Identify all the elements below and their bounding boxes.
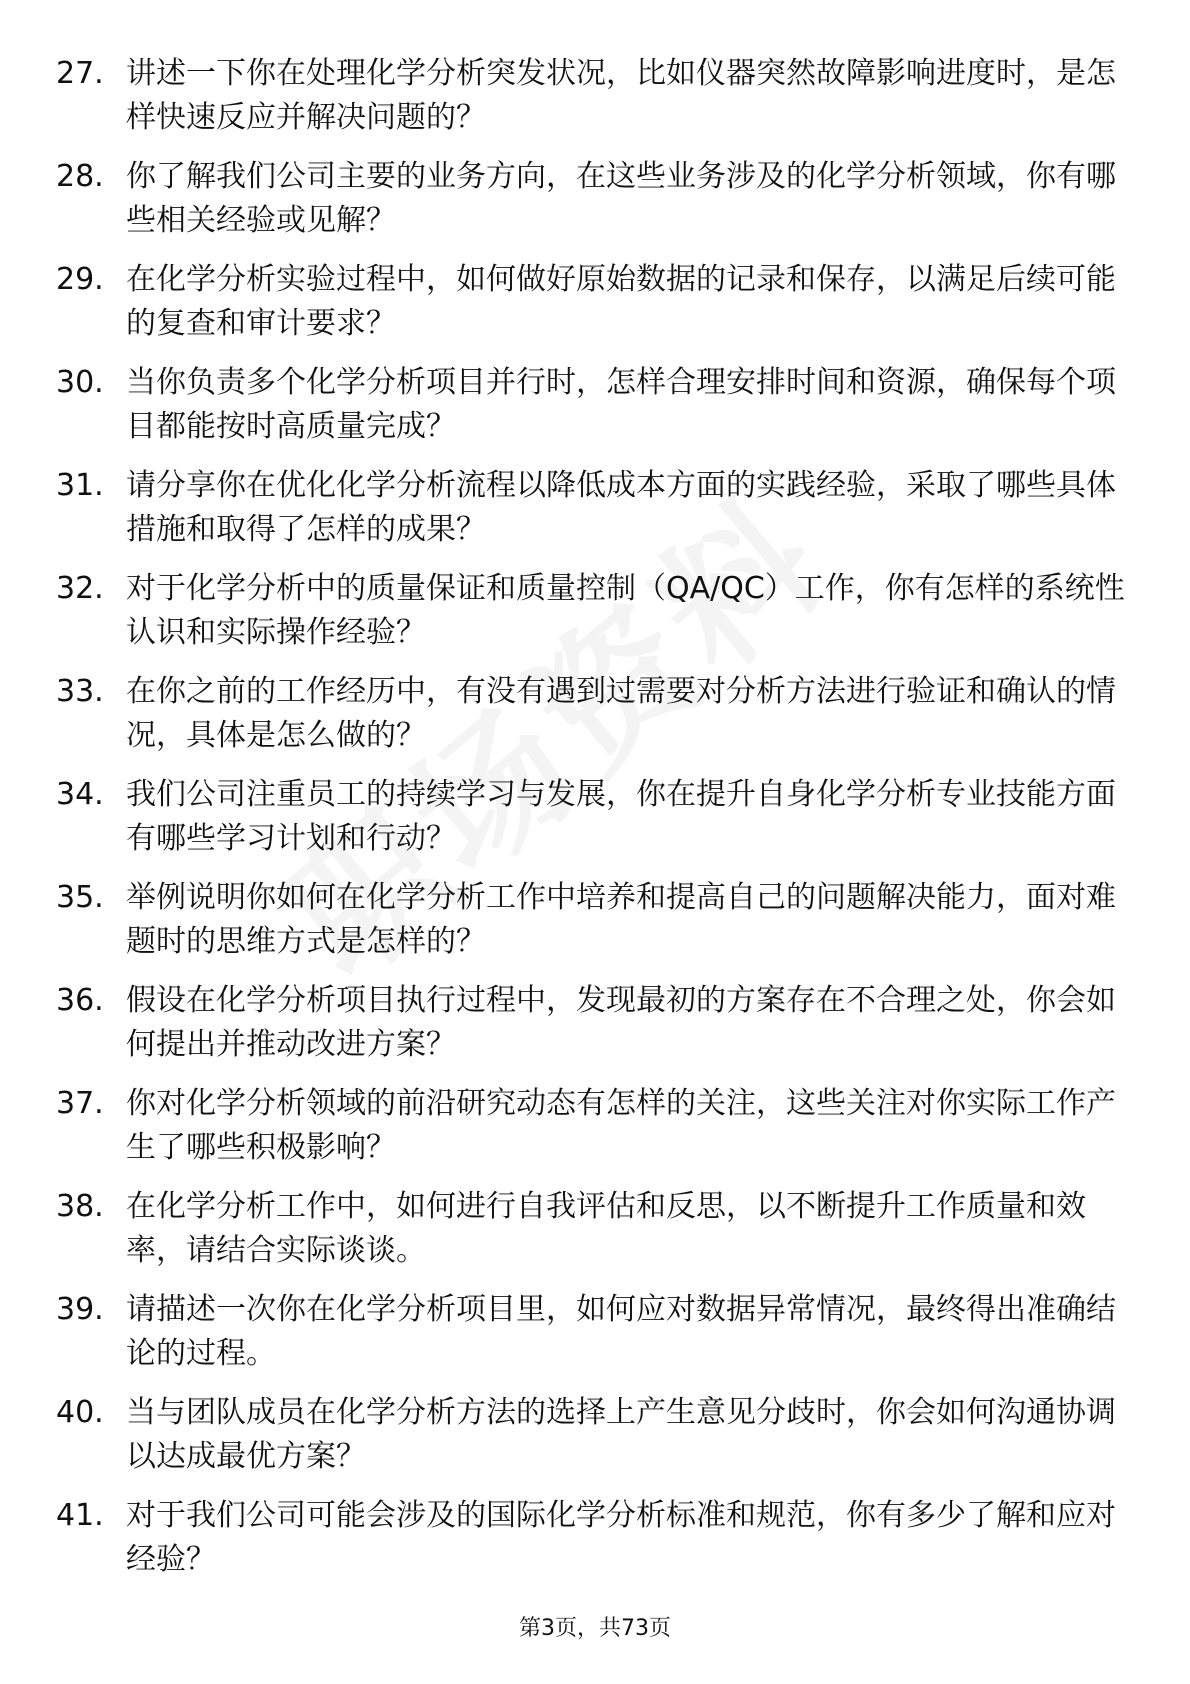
- question-item: [56, 670, 1136, 773]
- question-number: 28.: [56, 159, 104, 194]
- question-number: 30.: [56, 365, 104, 400]
- question-number: 37.: [56, 1086, 104, 1121]
- question-text: 请描述一次你在化学分析项目里，如何应对数据异常情况，最终得出准确结论的过程。: [126, 1292, 1116, 1371]
- question-text: 当你负责多个化学分析项目并行时，怎样合理安排时间和资源，确保每个项目都能按时高质量完成？: [126, 365, 1116, 444]
- question-number: 29.: [56, 262, 104, 297]
- question-text: 讲述一下你在处理化学分析突发状况，比如仪器突然故障影响进度时，是怎样快速反应并解决问题的？: [126, 56, 1116, 135]
- question-text: 请分享你在优化化学分析流程以降低成本方面的实践经验，采取了哪些具体措施和取得了怎样的成果？: [126, 468, 1116, 547]
- question-item: [56, 1082, 1136, 1185]
- question-item: [56, 979, 1136, 1082]
- question-list: [56, 52, 1136, 1597]
- question-number: 41.: [56, 1498, 104, 1533]
- question-text: 在你之前的工作经历中，有没有遇到过需要对分析方法进行验证和确认的情况，具体是怎么做的？: [126, 674, 1116, 753]
- question-text: 假设在化学分析项目执行过程中，发现最初的方案存在不合理之处，你会如何提出并推动改进方案？: [126, 983, 1116, 1062]
- question-number: 39.: [56, 1292, 104, 1327]
- question-item: [56, 361, 1136, 464]
- question-item: [56, 155, 1136, 258]
- question-item: [56, 258, 1136, 361]
- question-number: 27.: [56, 56, 104, 91]
- question-item: [56, 1391, 1136, 1494]
- question-number: 40.: [56, 1395, 104, 1430]
- question-number: 38.: [56, 1189, 104, 1224]
- question-text: 对于我们公司可能会涉及的国际化学分析标准和规范，你有多少了解和应对经验？: [126, 1498, 1116, 1577]
- question-number: 36.: [56, 983, 104, 1018]
- question-item: [56, 1288, 1136, 1391]
- question-text: 当与团队成员在化学分析方法的选择上产生意见分歧时，你会如何沟通协调以达成最优方案？: [126, 1395, 1116, 1474]
- question-text: 你对化学分析领域的前沿研究动态有怎样的关注，这些关注对你实际工作产生了哪些积极影响？: [126, 1086, 1116, 1165]
- question-item: [56, 567, 1136, 670]
- question-item: [56, 876, 1136, 979]
- question-item: [56, 1494, 1136, 1597]
- question-text: 对于化学分析中的质量保证和质量控制（QA/QC）工作，你有怎样的系统性认识和实际操作经验？: [126, 571, 1125, 650]
- question-number: 34.: [56, 777, 104, 812]
- question-item: [56, 773, 1136, 876]
- page-footer: 第3页，共73页: [519, 1616, 671, 1641]
- question-number: 33.: [56, 674, 104, 709]
- question-item: [56, 1185, 1136, 1288]
- question-text: 我们公司注重员工的持续学习与发展，你在提升自身化学分析专业技能方面有哪些学习计划和行动？: [126, 777, 1116, 856]
- question-text: 在化学分析实验过程中，如何做好原始数据的记录和保存，以满足后续可能的复查和审计要求？: [126, 262, 1116, 341]
- question-item: [56, 464, 1136, 567]
- question-text: 在化学分析工作中，如何进行自我评估和反思，以不断提升工作质量和效率，请结合实际谈谈。: [126, 1189, 1086, 1268]
- question-number: 35.: [56, 880, 104, 915]
- question-item: [56, 52, 1136, 155]
- question-text: 你了解我们公司主要的业务方向，在这些业务涉及的化学分析领域，你有哪些相关经验或见解？: [126, 159, 1116, 238]
- question-text: 举例说明你如何在化学分析工作中培养和提高自己的问题解决能力，面对难题时的思维方式是怎样的？: [126, 880, 1116, 959]
- question-number: 32.: [56, 571, 104, 606]
- question-number: 31.: [56, 468, 104, 503]
